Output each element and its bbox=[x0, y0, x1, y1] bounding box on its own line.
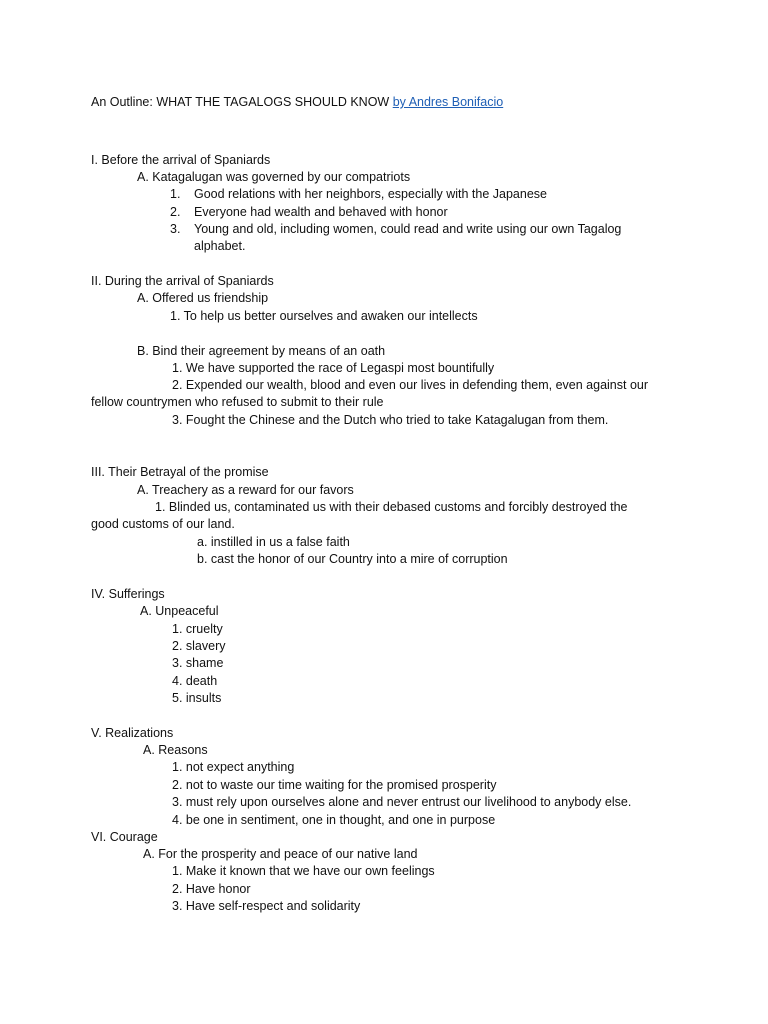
list-item: a. instilled in us a false faith bbox=[197, 535, 350, 549]
subsection-label: A. Katagalugan was governed by our compatriots bbox=[137, 170, 411, 184]
list-item: 3. Fought the Chinese and the Dutch who tried to take Katagalugan from them. bbox=[172, 413, 609, 427]
document-title bbox=[91, 94, 503, 111]
section-heading: II. During the arrival of Spaniards bbox=[91, 274, 274, 288]
list-item: 1. To help us better ourselves and awaken our intellects bbox=[170, 309, 478, 323]
list-item-text: Good relations with her neighbors, especially with the Japanese bbox=[194, 187, 547, 201]
subsection-label: A. Reasons bbox=[143, 743, 208, 757]
list-item-text: Young and old, including women, could read and write using our own Tagalog bbox=[194, 222, 622, 236]
title-text: An Outline: WHAT THE TAGALOGS SHOULD KNOW bbox=[91, 95, 390, 109]
list-item-number: 3. bbox=[170, 222, 181, 236]
list-item-continuation: fellow countrymen who refused to submit to their rule bbox=[91, 395, 384, 409]
list-item: 1. not expect anything bbox=[172, 760, 295, 774]
list-item: b. cast the honor of our Country into a mire of corruption bbox=[197, 552, 508, 566]
section-heading: III. Their Betrayal of the promise bbox=[91, 465, 269, 479]
list-item bbox=[170, 204, 448, 221]
author-link[interactable]: by Andres Bonifacio bbox=[392, 95, 504, 109]
list-item-continuation: good customs of our land. bbox=[91, 517, 235, 531]
list-item: 3. Have self-respect and solidarity bbox=[172, 899, 361, 913]
list-item: 1. Blinded us, contaminated us with their debased customs and forcibly destroyed the bbox=[155, 500, 628, 514]
subsection-label: A. Offered us friendship bbox=[137, 291, 269, 305]
section-heading: I. Before the arrival of Spaniards bbox=[91, 153, 271, 167]
list-item: 5. insults bbox=[172, 691, 222, 705]
subsection-label: A. Unpeaceful bbox=[140, 604, 219, 618]
list-item: 1. We have supported the race of Legaspi most bountifully bbox=[172, 361, 495, 375]
list-item: 2. slavery bbox=[172, 639, 226, 653]
list-item: 4. death bbox=[172, 674, 218, 688]
list-item bbox=[170, 186, 547, 203]
list-item-text: Everyone had wealth and behaved with honor bbox=[194, 205, 448, 219]
list-item: 4. be one in sentiment, one in thought, and one in purpose bbox=[172, 813, 496, 827]
list-item: 2. Have honor bbox=[172, 882, 251, 896]
list-item: 2. Expended our wealth, blood and even our lives in defending them, even against our bbox=[172, 378, 649, 392]
list-item bbox=[170, 221, 621, 238]
section-heading: IV. Sufferings bbox=[91, 587, 165, 601]
subsection-label: B. Bind their agreement by means of an oath bbox=[137, 344, 386, 358]
list-item-number: 2. bbox=[170, 205, 181, 219]
list-item-number: 1. bbox=[170, 187, 181, 201]
list-item: 3. shame bbox=[172, 656, 224, 670]
list-item: 3. must rely upon ourselves alone and never entrust our livelihood to anybody else. bbox=[172, 795, 632, 809]
list-item: 1. Make it known that we have our own feelings bbox=[172, 864, 435, 878]
section-heading: VI. Courage bbox=[91, 830, 158, 844]
list-item-continuation: alphabet. bbox=[194, 239, 246, 253]
list-item: 2. not to waste our time waiting for the promised prosperity bbox=[172, 778, 497, 792]
subsection-label: A. For the prosperity and peace of our native land bbox=[143, 847, 418, 861]
subsection-label: A. Treachery as a reward for our favors bbox=[137, 483, 354, 497]
list-item: 1. cruelty bbox=[172, 622, 223, 636]
section-heading: V. Realizations bbox=[91, 726, 174, 740]
